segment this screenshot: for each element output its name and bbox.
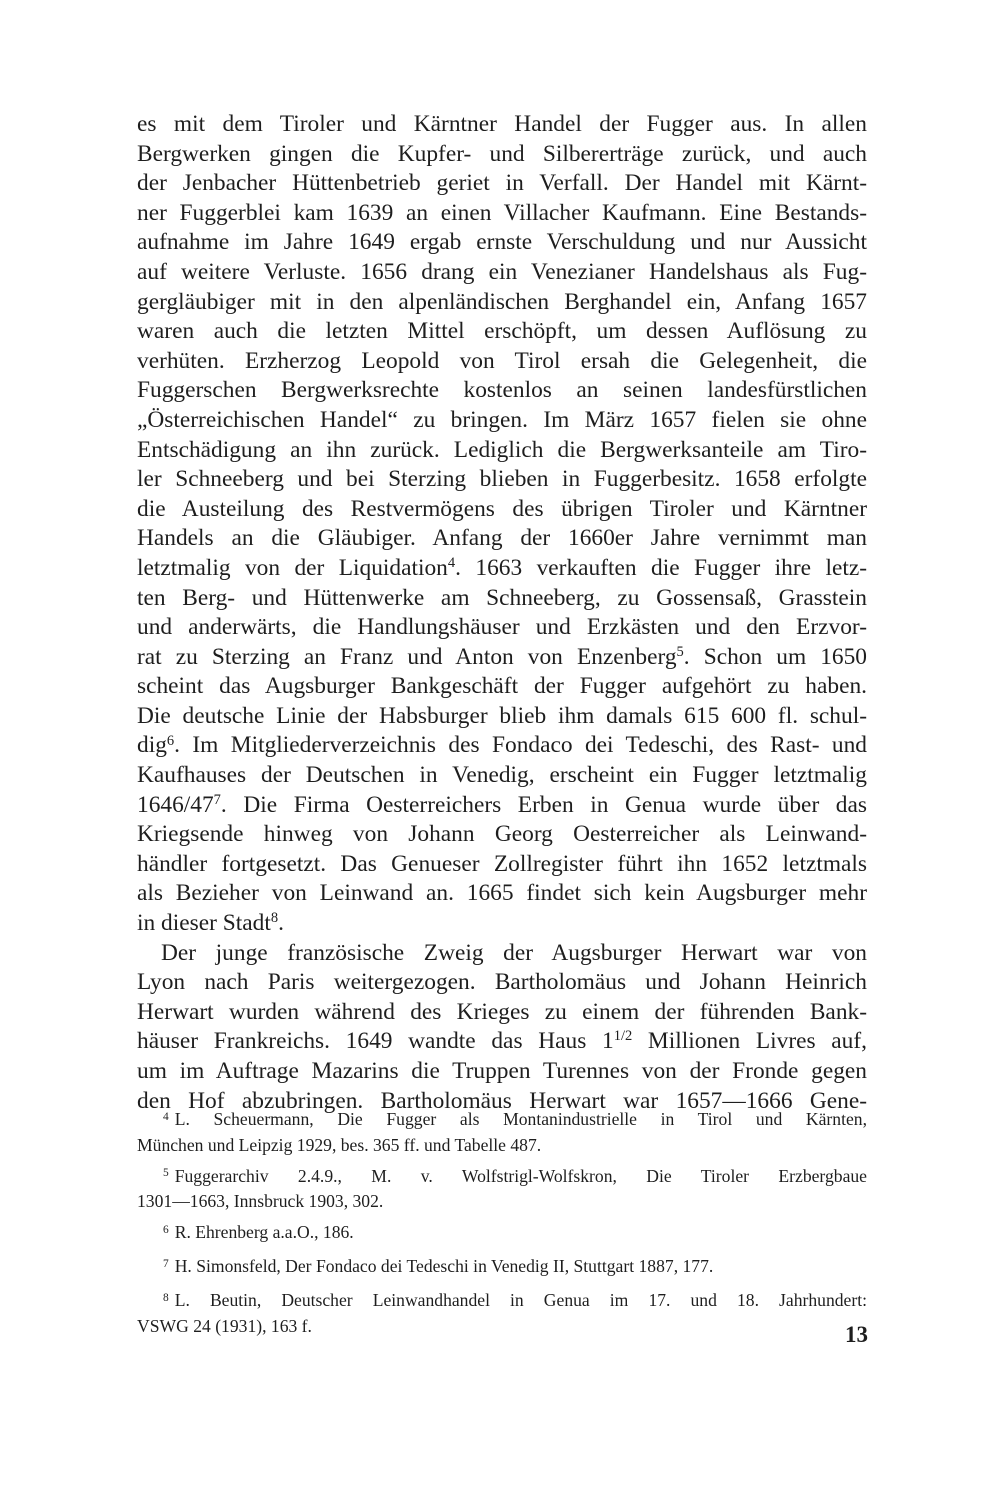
text-line: Entschädigung an ihn zurück. Lediglich die Bergwerksanteile am Tiro-: [137, 436, 867, 463]
text-line: Kaufhauses der Deutschen in Venedig, erscheint ein Fugger letztmalig: [137, 762, 867, 789]
footnote-text: L. Scheuermann, Die Fugger als Montanindustrielle in Tirol und Kärnten,: [174, 1109, 867, 1129]
footnote-mark: 5: [163, 1167, 169, 1180]
text-line: Bergwerken gingen die Kupfer- und Silbererträge zurück, und auch: [137, 140, 867, 167]
text-line: die Austeilung des Restvermögens des übrigen Tiroler und Kärntner: [137, 495, 867, 522]
text-fragment: . Im Mitgliederverzeichnis des Fondaco dei Tedeschi, des Rast- und: [174, 732, 867, 759]
footnote-mark: 8: [163, 1291, 169, 1304]
text-fragment: . 1663 verkauften die Fugger ihre letz-: [455, 554, 867, 581]
text-line: händler fortgesetzt. Das Genueser Zollregister führt ihn 1652 letztmals: [137, 850, 867, 877]
footnote-line: [137, 1289, 867, 1315]
text-line: Handels an die Gläubiger. Anfang der 1660er Jahre vernimmt man: [137, 525, 867, 552]
footnote-6: [137, 1221, 867, 1247]
text-line: ler Schneeberg und bei Sterzing blieben in Fuggerbesitz. 1658 erfolgte: [137, 466, 867, 493]
footnote-line: [137, 1255, 867, 1281]
footnote-5: [137, 1165, 867, 1214]
fraction: 1/2: [613, 1028, 633, 1045]
text-fragment: häuser Frankreichs. 1649 wandte das Haus 1: [137, 1028, 614, 1055]
text-line: [137, 643, 867, 673]
text-line: [137, 791, 867, 821]
footnote-ref: 6: [166, 732, 175, 749]
footnote-text: R. Ehrenberg a.a.O., 186.: [174, 1222, 354, 1243]
text-line: Kriegsende hinweg von Johann Georg Oesterreicher als Leinwand-: [137, 821, 867, 848]
footnote-ref: 8: [270, 910, 279, 927]
text-line: um im Auftrage Mazarins die Truppen Turennes von der Fronde gegen: [137, 1058, 867, 1084]
text-line: „Österreichischen Handel“ zu bringen. Im März 1657 fielen sie ohne: [137, 406, 867, 433]
paragraph-2: [137, 939, 867, 1117]
text-fragment: in dieser Stadt: [137, 910, 271, 937]
text-fragment: 1646/47: [137, 791, 214, 818]
text-line: auf weitere Verluste. 1656 drang ein Venezianer Handelshaus als Fug-: [137, 258, 867, 285]
text-line: Lyon nach Paris weitergezogen. Bartholomäus und Johann Heinrich: [137, 969, 867, 996]
text-line: es mit dem Tiroler und Kärntner Handel der Fugger aus. In allen: [137, 111, 867, 137]
footnote-line: [137, 1165, 867, 1191]
text-fragment: Millionen Livres auf,: [632, 1028, 867, 1055]
text-line: und anderwärts, die Handlungshäuser und Erzkästen und den Erzvor-: [137, 614, 867, 641]
text-line: [137, 909, 867, 939]
text-line: Die deutsche Linie der Habsburger blieb ihm damals 615 600 fl. schul-: [137, 702, 867, 729]
text-line: [137, 554, 867, 584]
text-fragment: . Schon um 1650: [683, 643, 867, 670]
footnote-mark: 4: [163, 1110, 169, 1123]
footnote-line: VSWG 24 (1931), 163 f.: [137, 1315, 312, 1336]
footnote-ref: 7: [213, 791, 221, 808]
text-line: gergläubiger mit in den alpenländischen Berghandel ein, Anfang 1657: [137, 288, 867, 315]
footnote-mark: 7: [163, 1257, 169, 1270]
text-line: ten Berg- und Hüttenwerke am Schneeberg, zu Gossensaß, Grasstein: [137, 584, 867, 611]
text-fragment: . Die Firma Oesterreichers Erben in Genua wurde über das: [220, 791, 867, 818]
text-line: aufnahme im Jahre 1649 ergab ernste Verschuldung und nur Aussicht: [137, 229, 867, 256]
footnote-line: München und Leipzig 1929, bes. 365 ff. und Tabelle 487.: [137, 1134, 542, 1155]
text-line: Der junge französische Zweig der Augsburger Herwart war von: [161, 939, 867, 966]
text-line: den Hof abzubringen. Bartholomäus Herwart war 1657—1666 Gene-: [137, 1087, 867, 1114]
footnote-4: [137, 1108, 867, 1157]
page-number: 13: [845, 1322, 868, 1347]
footnote-line: [137, 1108, 867, 1134]
paragraph-1: [137, 110, 867, 939]
footnote-ref: 5: [676, 643, 684, 660]
text-line: Herwart wurden während des Krieges zu einem der führenden Bank-: [137, 998, 867, 1025]
main-text: [137, 110, 867, 1116]
text-line: scheint das Augsburger Bankgeschäft der Fugger aufgehört zu haben.: [137, 673, 867, 700]
footnote-text: L. Beutin, Deutscher Leinwandhandel in Genua im 17. und 18. Jahrhundert:: [174, 1289, 867, 1310]
footnotes: [137, 1108, 867, 1345]
text-line: [137, 731, 867, 761]
footnote-line: [137, 1221, 867, 1247]
footnote-text: H. Simonsfeld, Der Fondaco dei Tedeschi in Venedig II, Stuttgart 1887, 177.: [174, 1255, 714, 1276]
text-line: der Jenbacher Hüttenbetrieb geriet in Verfall. Der Handel mit Kärnt-: [137, 170, 867, 197]
footnote-mark: 6: [163, 1224, 169, 1237]
footnote-text: Fuggerarchiv 2.4.9., M. v. Wolfstrigl-Wolfskron, Die Tiroler Erzbergbaue: [174, 1165, 867, 1186]
footnote-8: [137, 1289, 867, 1338]
text-fragment: .: [278, 910, 284, 937]
footnote-ref: 4: [447, 554, 456, 571]
text-fragment: letztmalig von der Liquidation: [137, 554, 448, 581]
text-fragment: dig: [137, 732, 167, 759]
text-fragment: rat zu Sterzing an Franz und Anton von Enzenberg: [137, 643, 677, 670]
footnote-line: 1301—1663, Innsbruck 1903, 302.: [137, 1191, 384, 1212]
footnote-7: [137, 1255, 867, 1281]
text-line: Fuggerschen Bergwerksrechte kostenlos an seinen landesfürstlichen: [137, 377, 867, 404]
text-line: als Bezieher von Leinwand an. 1665 findet sich kein Augsburger mehr: [137, 880, 867, 907]
text-line: ner Fuggerblei kam 1639 an einen Villacher Kaufmann. Eine Bestands-: [137, 199, 867, 226]
text-line: waren auch die letzten Mittel erschöpft, um dessen Auflösung zu: [137, 318, 867, 345]
text-line: verhüten. Erzherzog Leopold von Tirol ersah die Gelegenheit, die: [137, 347, 867, 374]
text-line: [137, 1027, 867, 1057]
